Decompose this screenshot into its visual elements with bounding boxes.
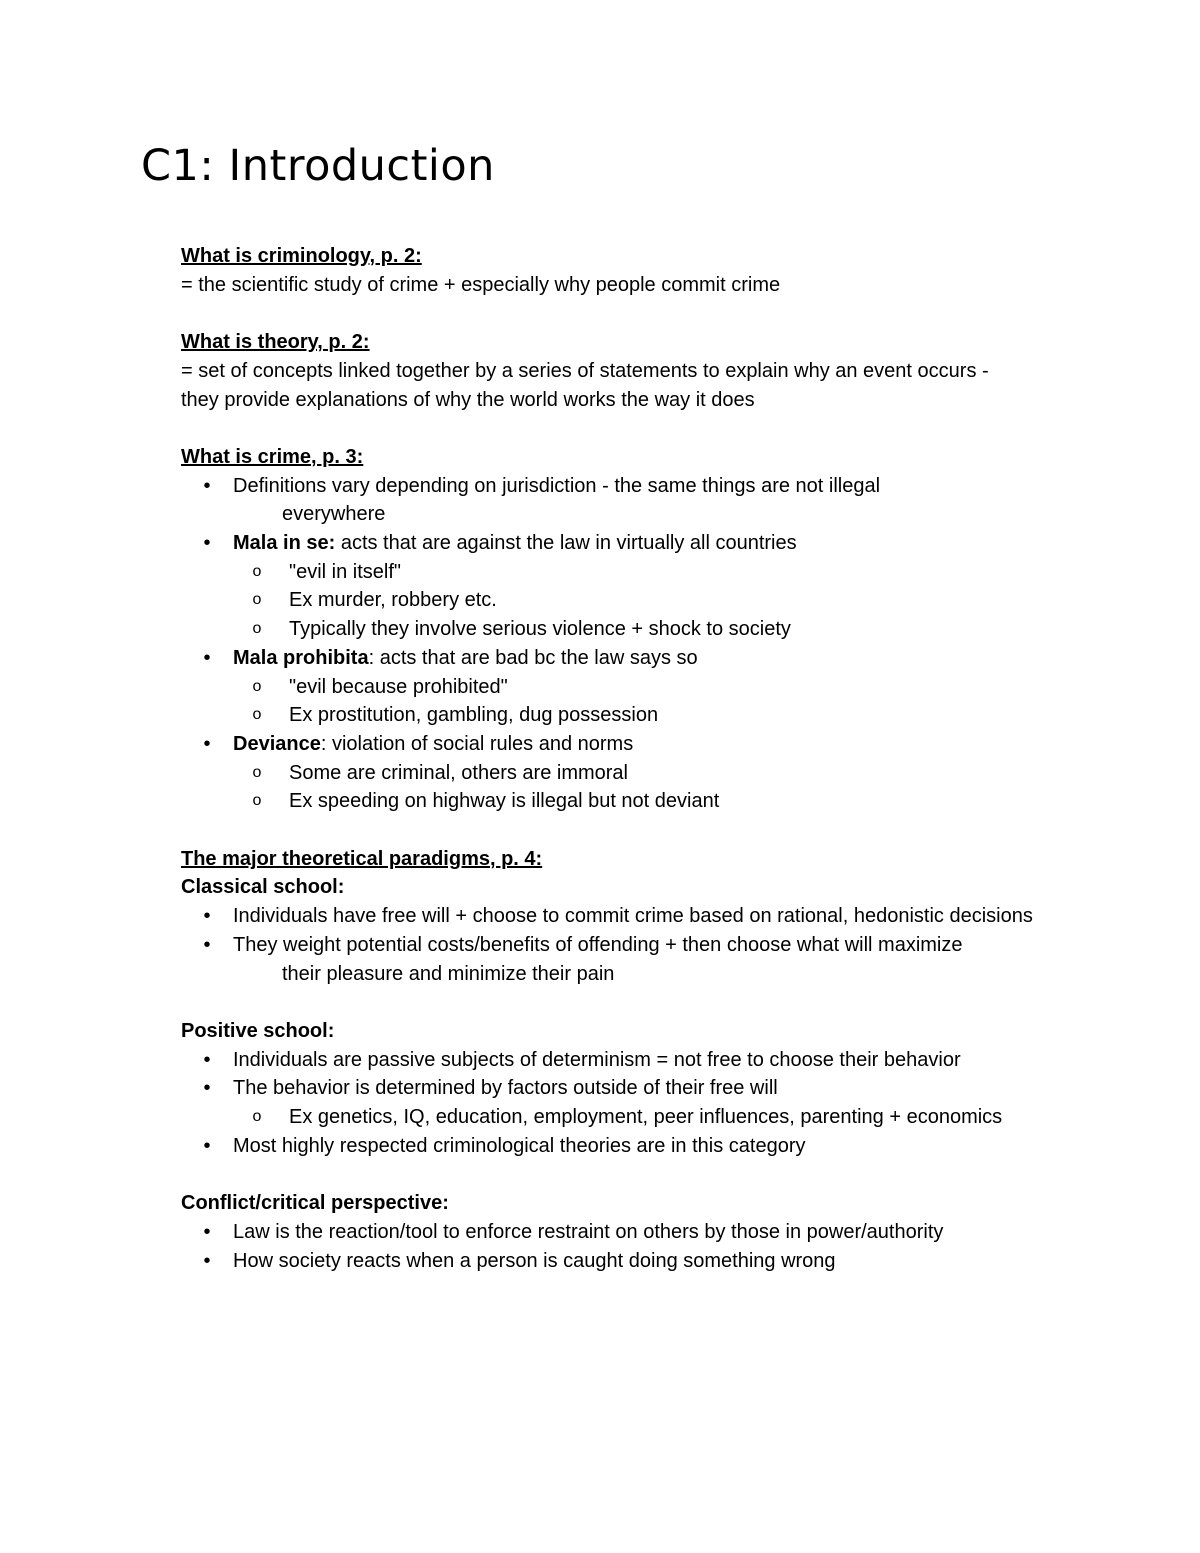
list-item: o Some are criminal, others are immoral [181, 759, 1061, 788]
circle-bullet-icon: o [252, 591, 262, 609]
list-item: • Mala in se: acts that are against the law in virtually all countries [181, 529, 1061, 558]
list-item: • Mala prohibita: acts that are bad bc the law says so [181, 644, 1061, 673]
bullet-icon: • [203, 1048, 211, 1071]
term-deviance: Deviance [233, 732, 321, 755]
list-item: • The behavior is determined by factors outside of their free will [181, 1074, 1061, 1103]
bullet-icon: • [203, 1077, 211, 1100]
list-item: • Definitions vary depending on jurisdiction - the same things are not illegal everywhere [181, 472, 962, 529]
bullet-icon: • [203, 905, 211, 928]
classical-bullet-list [181, 902, 1061, 988]
bullet-icon: • [203, 474, 211, 497]
list-item: • How society reacts when a person is caught doing something wrong [181, 1247, 1061, 1276]
list-item: • Individuals are passive subjects of determinism = not free to choose their behavior [181, 1046, 982, 1075]
list-item: • They weight potential costs/benefits of offending + then choose what will maximize their pleasure and minimize their pain [181, 931, 1002, 988]
crime-bullet-list [181, 472, 1061, 816]
circle-bullet-icon: o [252, 1108, 262, 1126]
circle-bullet-icon: o [252, 620, 262, 638]
list-item: o Ex speeding on highway is illegal but not deviant [181, 787, 1061, 816]
list-item: o "evil in itself" [181, 558, 1061, 587]
list-item: o Typically they involve serious violence + shock to society [181, 615, 1061, 644]
positive-bullet-list [181, 1046, 1061, 1161]
subheading-positive-school: Positive school: [181, 1019, 335, 1042]
bullet-icon: • [203, 732, 211, 755]
list-item: o Ex murder, robbery etc. [181, 586, 1061, 615]
list-item: • Individuals have free will + choose to commit crime based on rational, hedonistic decisions [181, 902, 1062, 931]
bullet-icon: • [203, 1249, 211, 1272]
theory-definition-line-2: they provide explanations of why the world works the way it does [181, 388, 755, 411]
bullet-icon: • [203, 532, 211, 554]
document-body [181, 242, 1061, 1275]
bullet-icon: • [203, 646, 211, 669]
section-heading-paradigms: The major theoretical paradigms, p. 4: [181, 847, 543, 870]
conflict-bullet-list [181, 1218, 1061, 1275]
bullet-icon: • [203, 1134, 211, 1157]
circle-bullet-icon: o [252, 562, 262, 580]
circle-bullet-icon: o [252, 792, 262, 810]
circle-bullet-icon: o [252, 763, 262, 781]
list-item: • Law is the reaction/tool to enforce restraint on others by those in power/authority [181, 1218, 962, 1247]
page-title: C1: Introduction [141, 141, 495, 191]
list-item: • Deviance: violation of social rules and norms [181, 730, 1061, 759]
circle-bullet-icon: o [252, 677, 262, 695]
subheading-classical-school: Classical school: [181, 876, 345, 899]
list-item: o "evil because prohibited" [181, 673, 1061, 702]
bullet-icon: • [203, 933, 211, 956]
list-item: o Ex prostitution, gambling, dug possession [181, 701, 1061, 730]
subheading-conflict-perspective: Conflict/critical perspective: [181, 1192, 449, 1215]
list-item: • Most highly respected criminological theories are in this category [181, 1132, 1061, 1161]
bullet-icon: • [203, 1220, 211, 1243]
section-heading-criminology: What is criminology, p. 2: [181, 245, 422, 267]
term-mala-in-se: Mala in se: [233, 532, 336, 554]
criminology-definition: = the scientific study of crime + especially why people commit crime [181, 273, 781, 296]
circle-bullet-icon: o [252, 706, 262, 724]
theory-definition-line-1: = set of concepts linked together by a series of statements to explain why an event occurs - [181, 359, 989, 382]
section-heading-theory: What is theory, p. 2: [181, 331, 370, 354]
list-item: o Ex genetics, IQ, education, employment, peer influences, parenting + economics [181, 1103, 1053, 1132]
term-mala-prohibita: Mala prohibita [233, 646, 369, 669]
section-heading-crime: What is crime, p. 3: [181, 445, 364, 468]
